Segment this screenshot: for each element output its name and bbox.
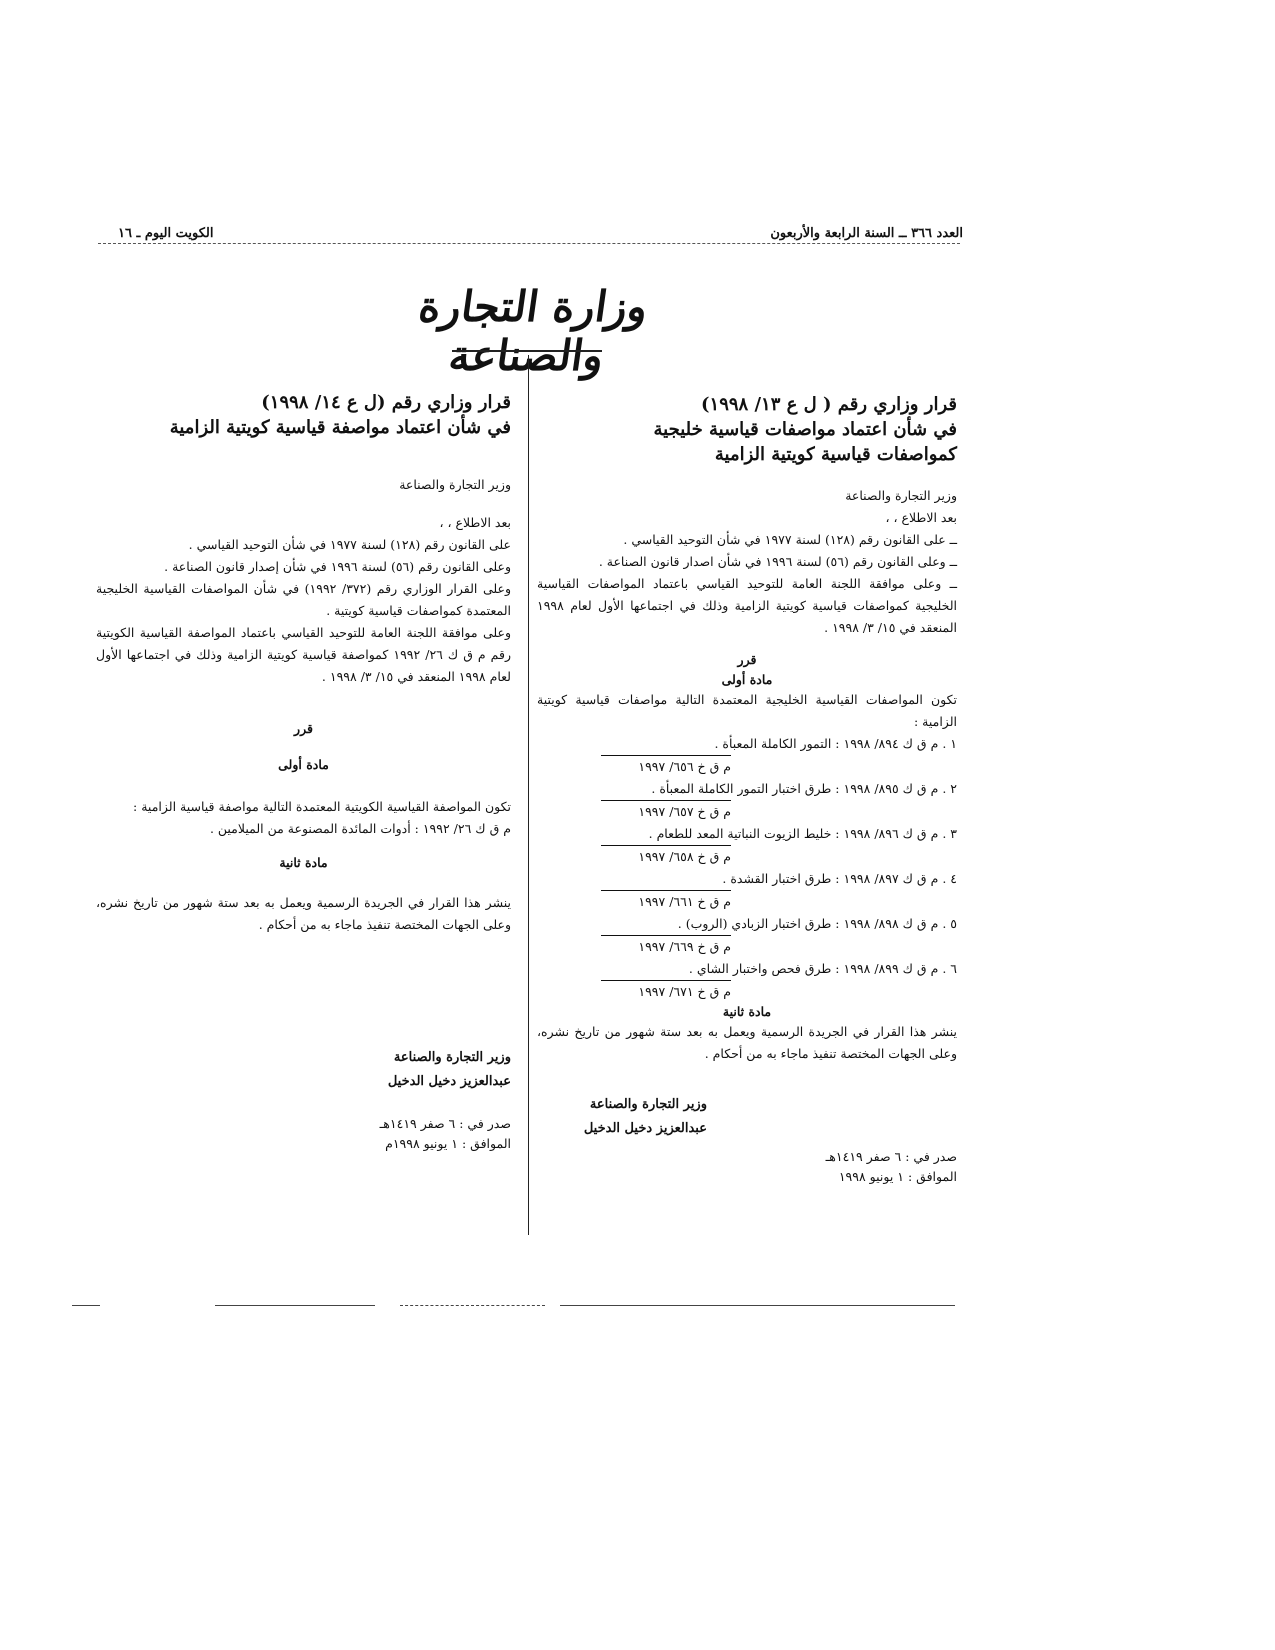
footer-rule (215, 1305, 375, 1306)
article-2-text: ينشر هذا القرار في الجريدة الرسمية ويعمل به بعد ستة شهور من تاريخ نشره، وعلى الجهات المختصة تنفيذ ماجاء به من أحكام . (96, 895, 511, 932)
header-rule (98, 243, 960, 244)
preamble-4: وعلى موافقة اللجنة العامة للتوحيد القياسي باعتماد المواصفة القياسية الكويتية رقم م ق ك ٢٦/ ١٩٩٢ كمواصفة قياسية كويتية الزامية وذلك في اجتماعها الأول لعام ١٩٩٨ المنعقد في ١٥/ ٣/ ١٩٩٨ . (96, 625, 512, 684)
decree-14-title: قرار وزاري رقم (ل ع ١٤/ ١٩٩٨) في شأن اعتماد مواصفة قياسية كويتية الزامية (169, 392, 511, 438)
decided-heading: قرر (737, 652, 757, 667)
preamble-1: ــ على القانون رقم (١٢٨) لسنة ١٩٧٧ في شأن التوحيد القياسي . (623, 532, 957, 547)
article-1-text: تكون المواصفة القياسية الكويتية المعتمدة التالية مواصفة قياسية الزامية : (133, 799, 511, 814)
after-review: بعد الاطلاع ، ، (439, 515, 511, 530)
minister-line: وزير التجارة والصناعة (845, 488, 957, 503)
signatory-title: وزير التجارة والصناعة (393, 1050, 511, 1065)
article-2-heading: مادة ثانية (722, 1004, 772, 1019)
spec-list (537, 733, 957, 1003)
issued-date: صدر في : ٦ صفر ١٤١٩هـ (379, 1116, 511, 1131)
article-2-text: ينشر هذا القرار في الجريدة الرسمية ويعمل به بعد ستة شهور من تاريخ نشره، وعلى الجهات المختصة تنفيذ ماجاء به من أحكام . (537, 1024, 957, 1061)
newspaper-header: الكويت اليوم ـ ١٦ (118, 226, 214, 241)
decree-14-column (96, 390, 511, 1154)
spec-item: ٥ . م ق ك ٨٩٨/ ١٩٩٨ : طرق اختبار الزبادي (الروب) . م ق خ ٦٦٩/ ١٩٩٧ (537, 913, 957, 958)
preamble-2: ــ وعلى القانون رقم (٥٦) لسنة ١٩٩٦ في شأن اصدار قانون الصناعة . (598, 554, 957, 569)
column-divider (528, 355, 529, 1235)
article-1-text: تكون المواصفات القياسية الخليجية المعتمدة التالية مواصفات قياسية كويتية الزامية : (537, 692, 957, 729)
preamble-2: وعلى القانون رقم (٥٦) لسنة ١٩٩٦ في شأن إصدار قانون الصناعة . (164, 559, 511, 574)
issued-date: صدر في : ٦ صفر ١٤١٩هـ (825, 1149, 957, 1164)
spec-item: ٢ . م ق ك ٨٩٥/ ١٩٩٨ : طرق اختبار التمور الكاملة المعبأة . م ق خ ٦٥٧/ ١٩٩٧ (537, 778, 957, 823)
decree-13-column (537, 392, 957, 1187)
article-1-heading: مادة أولى (278, 757, 329, 772)
ministry-masthead: وزارة التجارة والصناعة (415, 282, 652, 380)
article-1-heading: مادة أولى (721, 672, 773, 687)
corresponding-date: الموافق : ١ يونيو ١٩٩٨ (838, 1169, 957, 1184)
spec-item: ٣ . م ق ك ٨٩٦/ ١٩٩٨ : خليط الزيوت النباتية المعد للطعام . م ق خ ٦٥٨/ ١٩٩٧ (537, 823, 957, 868)
spec-item: ٤ . م ق ك ٨٩٧/ ١٩٩٨ : طرق اختبار القشدة . م ق خ ٦٦١/ ١٩٩٧ (537, 868, 957, 913)
preamble-3: وعلى القرار الوزاري رقم (٣٧٢/ ١٩٩٢) في شأن المواصفات القياسية الخليجية المعتمدة كمواصفات قياسية كويتية . (96, 581, 512, 618)
signatory-name: عبدالعزيز دخيل الدخيل (583, 1121, 707, 1136)
spec-item: ١ . م ق ك ٨٩٤/ ١٩٩٨ : التمور الكاملة المعبأة . م ق خ ٦٥٦/ ١٩٩٧ (537, 733, 957, 778)
preamble-3: ــ وعلى موافقة اللجنة العامة للتوحيد القياسي باعتماد المواصفات القياسية الخليجية كمواصفات قياسية كويتية الزامية وذلك في اجتماعها الأول لعام ١٩٩٨ المنعقد في ١٥/ ٣/ ١٩٩٨ . (537, 576, 957, 635)
corresponding-date: الموافق : ١ يونيو ١٩٩٨م (385, 1136, 511, 1151)
preamble-1: على القانون رقم (١٢٨) لسنة ١٩٧٧ في شأن التوحيد القياسي . (188, 537, 511, 552)
masthead-rule (452, 350, 602, 352)
issue-header: العدد ٣٦٦ ــ السنة الرابعة والأربعون (770, 226, 963, 241)
footer-rule (72, 1305, 100, 1306)
signatory-name: عبدالعزيز دخيل الدخيل (387, 1074, 511, 1089)
article-2-heading: مادة ثانية (279, 855, 328, 870)
footer-rule (400, 1305, 545, 1306)
signatory-title: وزير التجارة والصناعة (589, 1097, 707, 1112)
after-review: بعد الاطلاع ، ، (885, 510, 957, 525)
decided-heading: قرر (294, 721, 313, 736)
decree-13-title: قرار وزاري رقم ( ل ع ١٣/ ١٩٩٨) في شأن اعتماد مواصفات قياسية خليجية كمواصفات قياسية كويتية الزامية (653, 394, 957, 465)
spec-line: م ق ك ٢٦/ ١٩٩٢ : أدوات المائدة المصنوعة من الميلامين . (209, 821, 511, 836)
spec-item: ٦ . م ق ك ٨٩٩/ ١٩٩٨ : طرق فحص واختبار الشاي . م ق خ ٦٧١/ ١٩٩٧ (537, 958, 957, 1003)
footer-rule (560, 1305, 955, 1306)
minister-line: وزير التجارة والصناعة (399, 477, 511, 492)
